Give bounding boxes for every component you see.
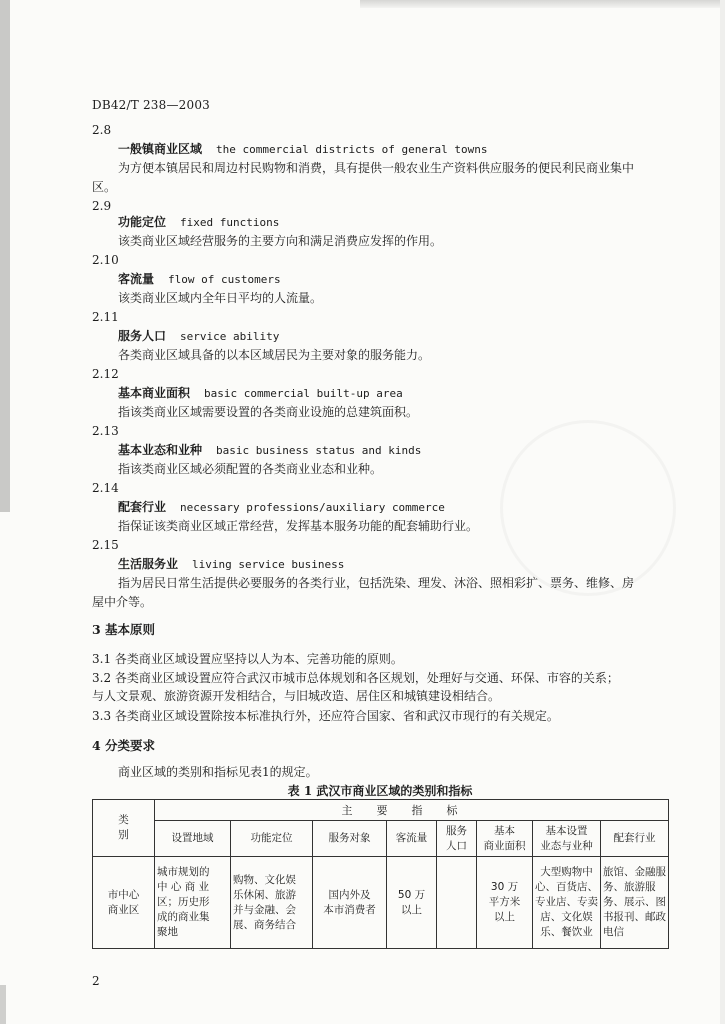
table-column-header: [155, 821, 231, 857]
cell-line: 乐休闲、旅游: [233, 888, 296, 901]
term-english: living service business: [192, 558, 345, 571]
term-number: 2.12: [92, 367, 119, 381]
cell-line: 基本设置: [545, 824, 588, 837]
term-definition: 屋中介等。: [92, 595, 153, 609]
cell-line: 市中心: [107, 888, 140, 901]
term-chinese: 基本商业面积: [118, 386, 191, 400]
cell-line: 成的商业集: [157, 911, 210, 923]
table-cell: [477, 857, 533, 949]
term-chinese: 功能定位: [118, 215, 167, 229]
section-3-title: 3 基本原则: [92, 622, 156, 637]
term-definition: 指保证该类商业区域正常经营，发挥基本服务功能的配套辅助行业。: [118, 519, 479, 533]
table-title: 表 1 武汉市商业区域的类别和指标: [287, 784, 473, 798]
cell-line: 商业面积: [483, 839, 526, 852]
scan-edge-top: [360, 0, 725, 8]
cell-line: 国内外及: [328, 888, 371, 901]
term-number: 2.8: [92, 123, 112, 137]
table-cell: [155, 857, 231, 949]
cell-line: 50 万: [397, 888, 426, 901]
term-english: fixed functions: [180, 216, 280, 229]
cell-line: 别: [118, 829, 129, 841]
row-category: [93, 857, 155, 949]
cell-line: 客流量: [395, 832, 428, 844]
cell-line: 乐、餐饮业: [540, 926, 593, 938]
cell-line: 服务对象: [328, 832, 371, 844]
cell-line: 平方米: [488, 896, 521, 908]
section-4-title: 4 分类要求: [92, 738, 156, 753]
cell-line: 功能定位: [250, 832, 293, 844]
term-chinese: 一般镇商业区域: [118, 142, 203, 156]
term-chinese: 生活服务业: [118, 557, 179, 571]
table-cell: [387, 857, 437, 949]
term-name: [118, 385, 403, 402]
term-definition: 该类商业区域经营服务的主要方向和满足消费应发挥的作用。: [118, 234, 443, 248]
term-chinese: 基本业态和业种: [118, 443, 203, 457]
category-indicator-table: [92, 799, 669, 949]
section-4-intro: 商业区域的类别和指标见表1的规定。: [118, 765, 318, 779]
cell-line: 书报刊、邮政: [603, 911, 666, 923]
term-name: [118, 328, 279, 345]
cell-line: 心、百货店、: [535, 881, 598, 893]
cell-line: 基本: [494, 824, 515, 837]
term-definition: 为方便本镇居民和周边村民购物和消费，具有提供一般农业生产资料供应服务的便民利民商业集中: [118, 161, 635, 175]
term-definition: 各类商业区域具备的以本区域居民为主要对象的服务能力。: [118, 348, 431, 362]
term-number: 2.14: [92, 481, 119, 495]
term-name: [118, 442, 421, 459]
table-header-main: 主要指标: [155, 800, 669, 821]
cell-line: 以上: [401, 903, 422, 916]
term-number: 2.9: [92, 199, 112, 213]
term-english: service ability: [180, 330, 280, 343]
scan-edge-left-lower: [0, 985, 6, 1024]
cell-line: 配套行业: [613, 832, 656, 844]
cell-line: 购物、文化娱: [233, 873, 296, 886]
clause-3-1: 3.1 各类商业区域设置应坚持以人为本、完善功能的原则。: [92, 652, 403, 666]
table-column-header: [601, 821, 669, 857]
document-code: DB42/T 238—2003: [92, 98, 211, 112]
cell-line: 并与金融、会: [233, 903, 296, 916]
term-name: [118, 141, 488, 158]
cell-line: 店、文化娱: [540, 911, 593, 923]
table-column-header: [231, 821, 313, 857]
cell-line: 旅馆、金融服: [603, 866, 666, 878]
cell-line: 电信: [603, 926, 624, 938]
cell-line: 30 万: [490, 881, 519, 893]
term-number: 2.10: [92, 253, 119, 267]
cell-line: 务、展示、图: [603, 896, 666, 908]
term-number: 2.15: [92, 538, 119, 552]
table-column-header: [387, 821, 437, 857]
cell-line: 中 心 商 业: [157, 881, 210, 893]
cell-line: 聚地: [157, 926, 178, 938]
term-definition: 指该类商业区域需要设置的各类商业设施的总建筑面积。: [118, 405, 419, 419]
term-chinese: 配套行业: [118, 500, 167, 514]
term-name: [118, 214, 279, 231]
cell-line: 区；历史形: [157, 896, 210, 908]
table-column-header: [477, 821, 533, 857]
term-chinese: 服务人口: [118, 329, 167, 343]
table-cell: [533, 857, 601, 949]
cell-line: 类: [118, 814, 129, 826]
cell-line: 商业区: [107, 903, 140, 916]
cell-line: 业态与业种: [540, 839, 593, 852]
term-number: 2.11: [92, 310, 119, 324]
term-english: necessary professions/auxiliary commerce: [180, 501, 445, 514]
term-chinese: 客流量: [118, 272, 155, 286]
term-name: [118, 499, 445, 516]
term-number: 2.13: [92, 424, 119, 438]
table-column-header: [437, 821, 477, 857]
term-english: basic commercial built-up area: [204, 387, 403, 400]
cell-line: 设置地域: [171, 832, 214, 844]
table-cell: [313, 857, 387, 949]
cell-line: 人口: [446, 839, 467, 852]
term-english: the commercial districts of general towns: [216, 143, 488, 156]
faint-seal-stamp: [500, 420, 676, 596]
cell-line: 以上: [494, 911, 515, 923]
table-column-header: [533, 821, 601, 857]
page-number: 2: [92, 974, 100, 988]
table-cell: [231, 857, 313, 949]
clause-3-2: 3.2 各类商业区域设置应符合武汉市城市总体规划和各区规划，处理好与交通、环保、市容的关系；: [92, 671, 619, 685]
scan-edge-left: [0, 0, 10, 512]
term-english: flow of customers: [168, 273, 281, 286]
term-definition: 该类商业区域内全年日平均的人流量。: [118, 291, 323, 305]
cell-line: 务、旅游服: [603, 881, 656, 893]
table-cell: [601, 857, 669, 949]
term-name: [118, 556, 344, 573]
term-name: [118, 271, 281, 288]
table-column-header: [313, 821, 387, 857]
term-definition: 指为居民日常生活提供必要服务的各类行业，包括洗染、理发、沐浴、照相彩扩、票务、维修、房: [118, 576, 635, 590]
cell-line: 本市消费者: [323, 903, 376, 916]
table-cell: [437, 857, 477, 949]
term-definition: 指该类商业区域必须配置的各类商业业态和业种。: [118, 462, 383, 476]
cell-line: 大型购物中: [540, 866, 593, 878]
cell-line: 服务: [446, 824, 467, 837]
term-english: basic business status and kinds: [216, 444, 422, 457]
cell-line: 展、商务结合: [233, 918, 296, 931]
cell-line: 专业店、专卖: [535, 896, 598, 908]
term-definition: 区。: [92, 180, 117, 194]
table-row: [93, 857, 669, 949]
clause-3-3: 3.3 各类商业区域设置除按本标准执行外，还应符合国家、省和武汉市现行的有关规定。: [92, 709, 559, 723]
table-header-category: [93, 800, 155, 857]
scan-edge-right: [720, 0, 725, 1024]
cell-line: 城市规划的: [157, 866, 210, 878]
clause-3-2-cont: 与人文景观、旅游资源开发相结合，与旧城改造、居住区和城镇建设相结合。: [92, 689, 501, 703]
